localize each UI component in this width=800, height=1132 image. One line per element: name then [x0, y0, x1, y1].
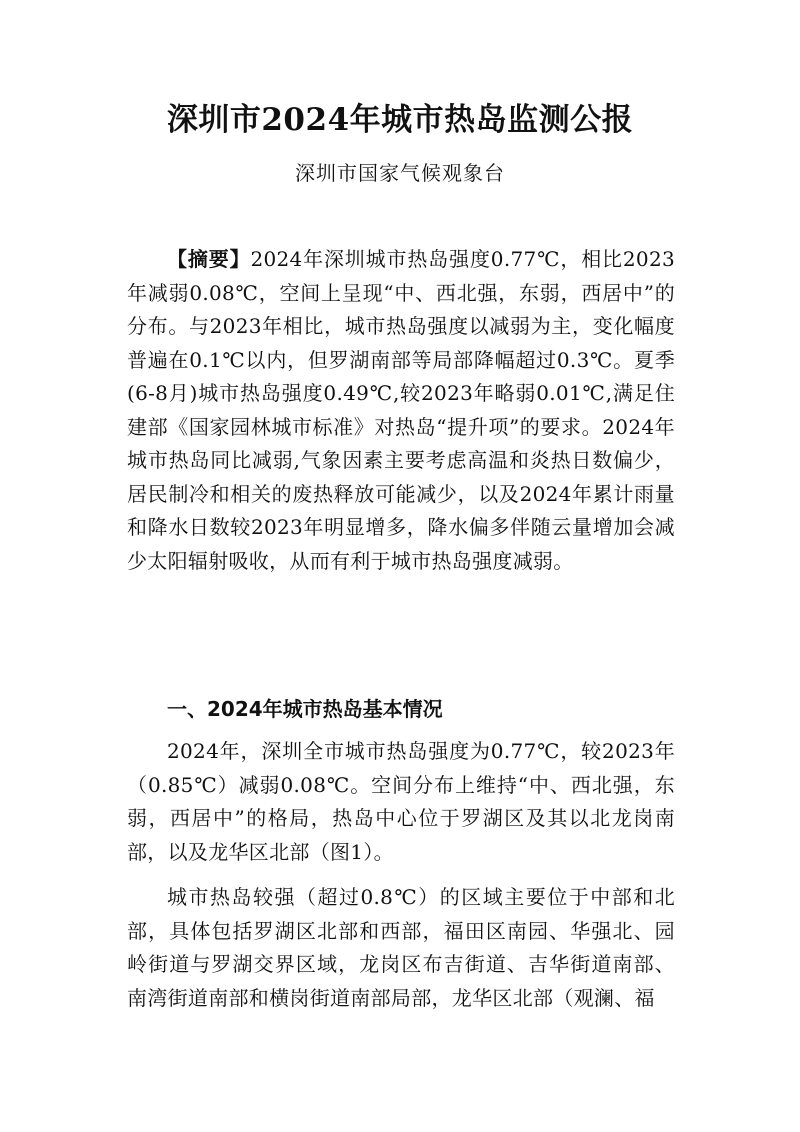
- abstract-label: 【摘要】: [167, 247, 251, 271]
- abstract-text: 2024年深圳城市热岛强度0.77℃，相比2023年减弱0.08℃，空间上呈现“中、西北强，东弱，西居中”的分布。与2023年相比，城市热岛强度以减弱为主，变化幅度普遍在0.1℃以内，但罗湖南部等局部降幅超过0.3℃。夏季(6-8月)城市热岛强度0.49℃,较2023年略弱0.01℃,满足住建部《国家园林城市标准》对热岛“提升项”的要求。2024年城市热岛同比减弱,气象因素主要考虑高温和炎热日数偏少，居民制冷和相关的废热释放可能减少，以及2024年累计雨量和降水日数较2023年明显增多，降水偏多伴随云量增加会减少太阳辐射吸收，从而有利于城市热岛强度减弱。: [127, 247, 676, 573]
- body-paragraph: 2024年，深圳全市城市热岛强度为0.77℃，较2023年（0.85℃）减弱0.08℃。空间分布上维持“中、西北强，东弱，西居中”的格局，热岛中心位于罗湖区及其以北龙岗南部，以及龙华区北部（图1）。: [127, 739, 675, 864]
- abstract-paragraph: [127, 243, 675, 578]
- body-paragraph: 城市热岛较强（超过0.8℃）的区域主要位于中部和北部，具体包括罗湖区北部和西部，福田区南园、华强北、园岭街道与罗湖交界区域，龙岗区布吉街道、吉华街道南部、南湾街道南部和横岗街道南部局部，龙华区北部（观澜、福: [127, 885, 675, 1010]
- section-heading: 一、2024年城市热岛基本情况: [167, 697, 443, 721]
- document-title: 深圳市2024年城市热岛监测公报: [166, 102, 634, 138]
- document-author: 深圳市国家气候观象台: [295, 161, 505, 185]
